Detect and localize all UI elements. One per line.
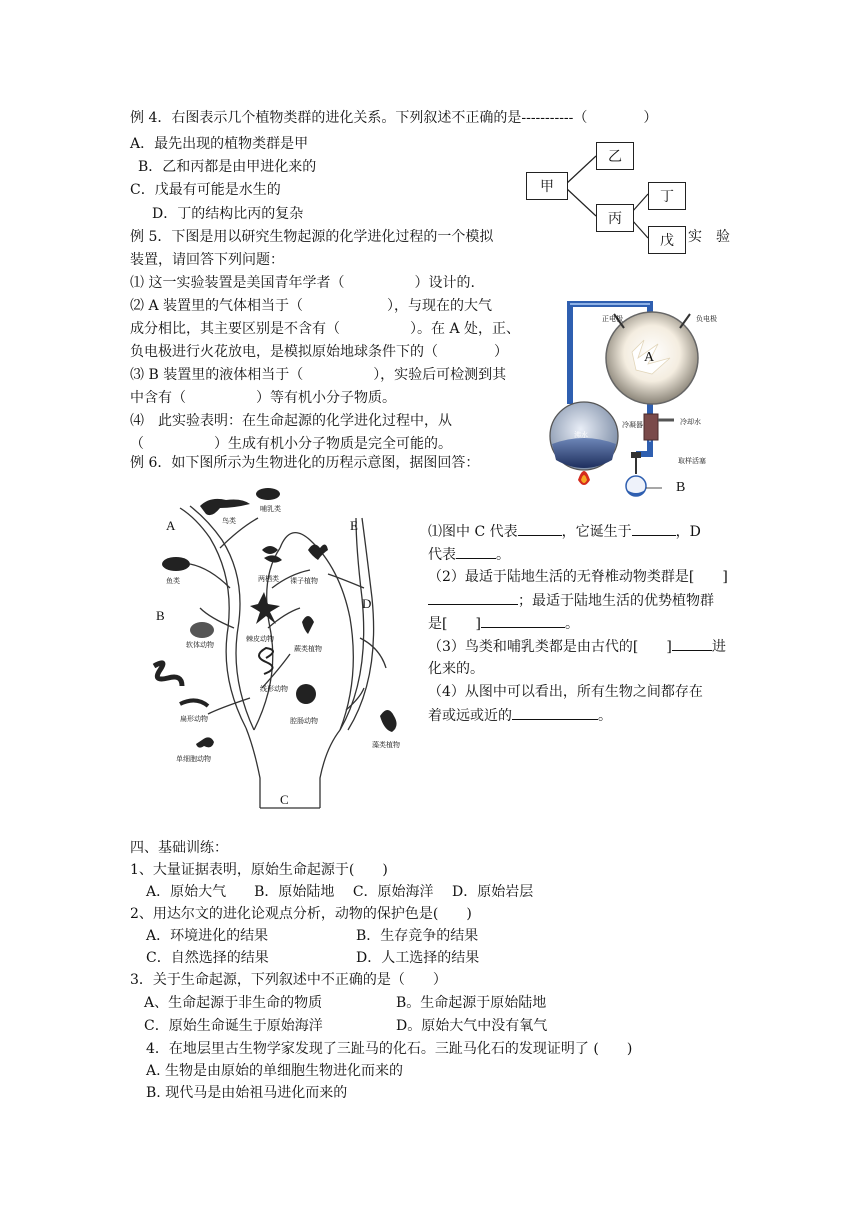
basic-q2-option-b: B．生存竞争的结果 — [356, 928, 479, 944]
ex6-q2-line1: （2）最适于陆地生活的无脊椎动物类群是[ ] — [428, 569, 728, 585]
ex6-q1-text-b: ，它诞生于 — [561, 524, 632, 540]
ex5-line-1: 例 5．下图是用以研究生物起源的化学进化过程的一个模拟 — [130, 229, 494, 245]
ex6-q1-text-d: 代表 — [428, 547, 456, 563]
ex5-q2c: 负电极进行火花放电，是模拟原始地球条件下的（ ） — [130, 344, 508, 360]
blank-c-origin[interactable] — [632, 521, 676, 536]
basic-q3: 3．关于生命起源，下列叙述中不正确的是（ ） — [130, 972, 447, 988]
basic-q4-option-a: A. 生物是由原始的单细胞生物进化而来的 — [146, 1063, 404, 1079]
basic-q2-option-a: A．环境进化的结果 — [146, 928, 269, 944]
blank-ancestor[interactable] — [672, 636, 712, 651]
ex6-question: 例 6．如下图所示为生物进化的历程示意图，据图回答： — [130, 455, 480, 471]
ex4-option-a: A．最先出现的植物类群是甲 — [130, 136, 309, 152]
label-condenser: 冷凝器 — [622, 421, 643, 429]
basic-q1-options: A．原始大气 B．原始陆地 C．原始海洋 D．原始岩层 — [146, 884, 534, 900]
basic-q3-option-d: D。原始大气中没有氧气 — [396, 1018, 548, 1034]
ex6-q1-text-e: 。 — [496, 547, 510, 563]
ex6-q1-line2 — [428, 544, 510, 565]
plant-evolution-diagram — [520, 136, 690, 256]
label-positive-electrode: 正电极 — [602, 315, 623, 323]
tree-mollusks: 软体动物 — [186, 641, 214, 649]
ex5-q4a: ⑷ 此实验表明：在生命起源的化学进化过程中，从 — [130, 413, 452, 429]
tree-label-c: C — [280, 792, 289, 807]
label-cooling-water: 冷却水 — [680, 418, 701, 426]
ex5-q3b: 中含有（ ）等有机小分子物质。 — [130, 390, 396, 406]
ex5-q2a: ⑵ A 装置里的气体相当于（ ），与现在的大气 — [130, 298, 493, 314]
ex6-q4-text-c: 。 — [598, 708, 612, 724]
blank-invertebrate[interactable] — [428, 590, 518, 605]
basic-q3-option-c: C．原始生命诞生于原始海洋 — [144, 1018, 323, 1034]
ex5-line-2: 装置，请回答下列问题： — [130, 252, 284, 268]
ex6-q1-line1 — [428, 521, 701, 542]
miller-apparatus-figure — [540, 292, 740, 502]
tree-algae: 藻类植物 — [372, 741, 400, 749]
tree-protozoa: 单细胞动物 — [176, 755, 211, 763]
tree-ferns: 蕨类植物 — [294, 645, 322, 653]
ex5-line-1-tail: 实 验 — [688, 229, 730, 245]
basic-q4: 4．在地层里古生物学家发现了三趾马的化石。三趾马化石的发现证明了 ( ) — [146, 1041, 633, 1057]
node-jia: 甲 — [526, 172, 568, 200]
ex6-q1-text-a: ⑴图中 C 代表 — [428, 524, 518, 540]
ex6-q2-text-c: 是[ ] — [428, 616, 481, 632]
tree-mammals: 哺乳类 — [260, 505, 281, 513]
label-boiling-water: 沸水 — [574, 431, 588, 439]
ex6-q3-text-b: 进 — [711, 639, 726, 655]
tree-coelenterates: 腔肠动物 — [290, 717, 318, 725]
basic-q4-option-b: B. 现代马是由始祖马进化而来的 — [146, 1085, 348, 1101]
ex6-q3-text-a: （3）鸟类和哺乳类都是由古代的[ ] — [428, 639, 672, 655]
tree-birds: 鸟类 — [222, 517, 236, 525]
basic-q2: 2、用达尔文的进化论观点分析，动物的保护色是( ) — [130, 906, 472, 922]
basic-q2-option-d: D．人工选择的结果 — [356, 950, 480, 966]
label-flask-a: A — [644, 350, 655, 365]
basic-q1: 1、大量证据表明，原始生命起源于( ) — [130, 862, 388, 878]
ex4-option-d: D．丁的结构比丙的复杂 — [152, 206, 304, 222]
label-flask-b: B — [676, 480, 686, 495]
ex6-q4-text-b: 着或远或近的 — [428, 708, 512, 724]
node-yi: 乙 — [596, 142, 634, 170]
label-negative-electrode: 负电极 — [696, 315, 717, 323]
ex4-option-c: C．戊最有可能是水生的 — [130, 182, 281, 198]
blank-relationship[interactable] — [512, 705, 598, 720]
section-title: 四、基础训练： — [130, 840, 228, 856]
blank-c[interactable] — [518, 521, 562, 536]
ex6-q3-line1 — [428, 636, 726, 657]
tree-label-b: B — [156, 608, 165, 623]
tree-nematodes: 线形动物 — [260, 685, 288, 693]
ex6-q2-text-b: ；最适于陆地生活的优势植物群 — [518, 593, 714, 609]
evolution-tree-figure — [150, 478, 420, 814]
basic-q3-option-b: B。生命起源于原始陆地 — [396, 995, 547, 1011]
tree-amphibians: 两栖类 — [258, 575, 279, 583]
ex6-q1-text-c: ，D — [675, 524, 701, 540]
ex6-q4-line2 — [428, 705, 612, 726]
tree-label-e: E — [350, 518, 358, 533]
ex6-q4-line1: （4）从图中可以看出，所有生物之间都存在 — [428, 684, 703, 700]
ex4-option-b: B．乙和丙都是由甲进化来的 — [138, 159, 317, 175]
ex5-q2b: 成分相比，其主要区别是不含有（ ）。在 A 处，正、 — [130, 321, 521, 337]
label-sampling-valve: 取样活塞 — [678, 457, 706, 465]
ex5-q3a: ⑶ B 装置里的液体相当于（ ），实验后可检测到其 — [130, 367, 507, 383]
ex5-q4b: （ ）生成有机小分子物质是完全可能的。 — [130, 436, 452, 452]
tree-fish: 鱼类 — [166, 577, 180, 585]
ex5-q1: ⑴ 这一实验装置是美国青年学者（ ）设计的. — [130, 275, 475, 291]
ex6-q2-text-d: 。 — [564, 616, 579, 632]
basic-q3-option-a: A、生命起源于非生命的物质 — [144, 995, 323, 1011]
node-bing: 丙 — [596, 204, 634, 232]
ex6-q2-line2 — [428, 590, 714, 611]
tree-echinoderms: 棘皮动物 — [246, 635, 274, 643]
tree-flatworms: 扁形动物 — [180, 715, 208, 723]
basic-q2-option-c: C．自然选择的结果 — [146, 950, 269, 966]
tree-gymnosperms: 裸子植物 — [290, 577, 318, 585]
tree-label-a: A — [166, 518, 176, 533]
tree-label-d: D — [362, 596, 372, 611]
ex6-q3-line2: 化来的。 — [428, 661, 484, 677]
ex4-question: 例 4．右图表示几个植物类群的进化关系。下列叙述不正确的是-----------（ ） — [130, 110, 658, 126]
node-wu: 戊 — [648, 226, 686, 254]
blank-d[interactable] — [456, 544, 496, 559]
node-ding: 丁 — [648, 182, 686, 210]
blank-plant[interactable] — [481, 613, 565, 628]
ex6-q2-line3 — [428, 613, 579, 634]
